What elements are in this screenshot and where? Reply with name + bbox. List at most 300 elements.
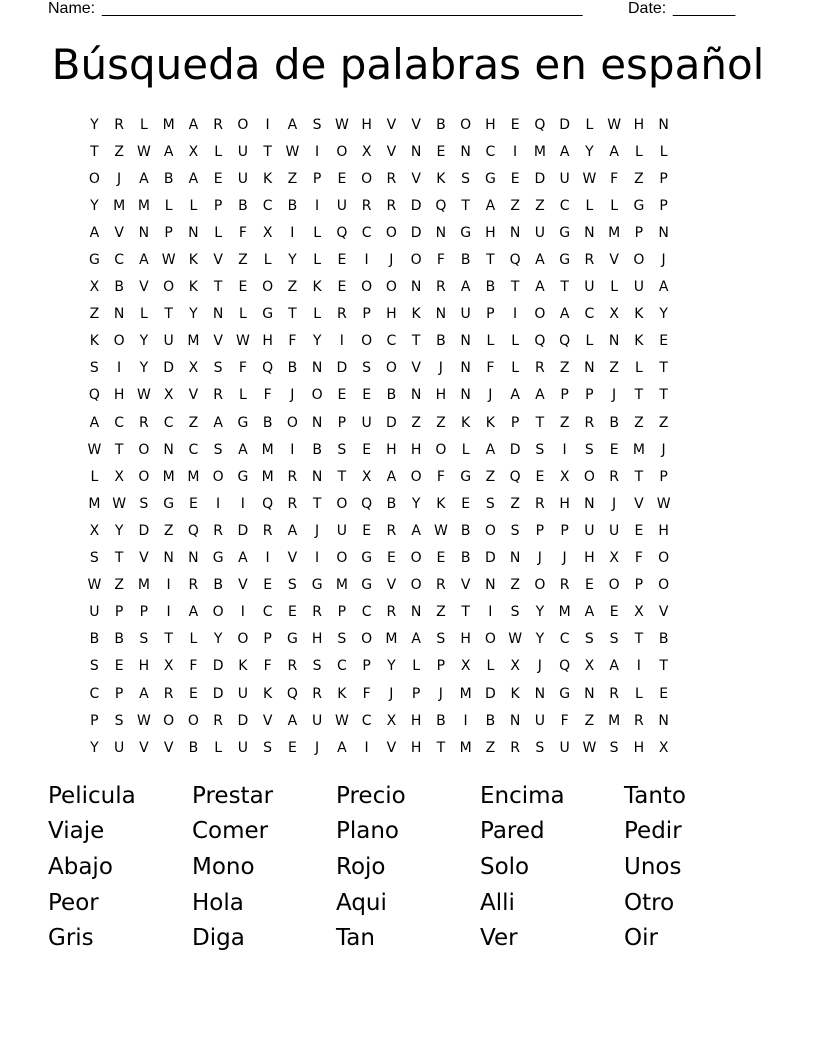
grid-letter[interactable]: R <box>386 197 397 214</box>
grid-letter[interactable]: P <box>362 306 371 323</box>
grid-letter[interactable]: C <box>188 441 199 458</box>
grid-letter[interactable]: S <box>139 631 149 648</box>
grid-letter[interactable]: T <box>288 306 297 323</box>
grid-letter[interactable]: L <box>313 224 322 241</box>
grid-letter[interactable]: S <box>362 360 372 377</box>
grid-letter[interactable]: Z <box>510 197 520 214</box>
grid-letter[interactable]: R <box>213 522 223 539</box>
grid-letter[interactable]: C <box>336 658 347 675</box>
grid-letter[interactable]: I <box>364 252 369 269</box>
grid-letter[interactable]: A <box>89 414 100 431</box>
grid-letter[interactable]: J <box>117 170 122 187</box>
grid-letter[interactable]: S <box>535 739 545 756</box>
grid-letter[interactable]: D <box>484 550 496 567</box>
grid-letter[interactable]: P <box>213 197 223 214</box>
grid-letter[interactable]: X <box>559 468 570 485</box>
grid-letter[interactable]: F <box>238 224 247 241</box>
grid-letter[interactable]: Z <box>287 170 298 187</box>
grid-letter[interactable]: N <box>410 279 422 296</box>
grid-letter[interactable]: U <box>89 604 100 621</box>
grid-letter[interactable]: L <box>585 333 594 350</box>
grid-letter[interactable]: O <box>163 279 175 296</box>
grid-letter[interactable]: X <box>386 712 397 729</box>
grid-letter[interactable]: T <box>659 360 668 377</box>
grid-letter[interactable]: L <box>511 333 520 350</box>
grid-letter[interactable]: H <box>435 387 447 404</box>
grid-letter[interactable]: E <box>263 577 273 594</box>
grid-letter[interactable]: L <box>585 116 594 133</box>
grid-letter[interactable]: V <box>386 739 397 756</box>
grid-letter[interactable]: E <box>287 739 297 756</box>
grid-letter[interactable]: A <box>188 170 199 187</box>
grid-letter[interactable]: A <box>485 441 496 458</box>
grid-letter[interactable]: A <box>238 441 248 458</box>
grid-letter[interactable]: G <box>212 550 224 567</box>
grid-letter[interactable]: H <box>460 631 471 648</box>
grid-letter[interactable]: T <box>263 143 272 160</box>
grid-letter[interactable]: F <box>486 360 495 377</box>
grid-letter[interactable]: R <box>584 414 595 431</box>
grid-letter[interactable]: C <box>584 306 595 323</box>
grid-letter[interactable]: Q <box>262 360 274 377</box>
grid-letter[interactable]: A <box>188 604 199 621</box>
grid-letter[interactable]: C <box>361 224 372 241</box>
grid-letter[interactable]: K <box>461 414 471 431</box>
grid-letter[interactable]: R <box>139 414 149 431</box>
grid-letter[interactable]: G <box>484 170 496 187</box>
grid-letter[interactable]: J <box>315 522 320 539</box>
grid-letter[interactable]: L <box>263 252 272 269</box>
grid-letter[interactable]: E <box>659 685 669 702</box>
grid-letter[interactable]: T <box>560 279 569 296</box>
grid-letter[interactable]: Z <box>436 604 446 621</box>
grid-letter[interactable]: S <box>89 658 99 675</box>
grid-letter[interactable]: T <box>510 279 520 296</box>
grid-letter[interactable]: X <box>89 522 100 539</box>
grid-letter[interactable]: T <box>411 333 421 350</box>
grid-letter[interactable]: P <box>634 577 644 594</box>
grid-letter[interactable]: O <box>212 468 224 485</box>
grid-letter[interactable]: O <box>608 577 620 594</box>
grid-letter[interactable]: N <box>212 306 224 323</box>
grid-letter[interactable]: T <box>634 468 644 485</box>
grid-letter[interactable]: J <box>290 387 295 404</box>
grid-letter[interactable]: E <box>584 577 594 594</box>
grid-letter[interactable]: U <box>237 170 248 187</box>
grid-letter[interactable]: D <box>163 360 175 377</box>
grid-letter[interactable]: L <box>486 658 495 675</box>
grid-letter[interactable]: O <box>262 279 274 296</box>
grid-letter[interactable]: W <box>582 739 597 756</box>
grid-letter[interactable]: F <box>436 252 445 269</box>
grid-letter[interactable]: K <box>263 170 273 187</box>
grid-letter[interactable]: A <box>238 550 248 567</box>
grid-letter[interactable]: L <box>139 306 148 323</box>
grid-letter[interactable]: B <box>485 712 496 729</box>
grid-letter[interactable]: S <box>510 604 520 621</box>
grid-letter[interactable]: U <box>559 739 570 756</box>
grid-letter[interactable]: M <box>632 441 645 458</box>
grid-letter[interactable]: Q <box>435 197 447 214</box>
grid-letter[interactable]: O <box>361 170 373 187</box>
grid-letter[interactable]: H <box>559 495 570 512</box>
grid-letter[interactable]: G <box>361 577 373 594</box>
grid-letter[interactable]: J <box>612 387 617 404</box>
grid-letter[interactable]: U <box>237 143 248 160</box>
grid-letter[interactable]: L <box>634 685 643 702</box>
grid-letter[interactable]: B <box>188 739 199 756</box>
grid-letter[interactable]: Z <box>411 414 421 431</box>
grid-letter[interactable]: L <box>189 631 198 648</box>
grid-letter[interactable]: I <box>216 495 221 512</box>
grid-letter[interactable]: Z <box>114 143 124 160</box>
grid-letter[interactable]: X <box>460 658 471 675</box>
grid-letter[interactable]: X <box>89 279 100 296</box>
grid-letter[interactable]: Y <box>585 143 594 160</box>
grid-letter[interactable]: T <box>164 306 173 323</box>
grid-letter[interactable]: Q <box>262 495 274 512</box>
grid-letter[interactable]: N <box>188 224 199 241</box>
grid-letter[interactable]: E <box>287 604 297 621</box>
grid-letter[interactable]: S <box>263 739 273 756</box>
grid-letter[interactable]: K <box>634 306 644 323</box>
grid-letter[interactable]: N <box>311 360 323 377</box>
grid-letter[interactable]: O <box>410 468 422 485</box>
date-field[interactable]: _______ <box>673 0 736 17</box>
grid-letter[interactable]: B <box>262 414 273 431</box>
grid-letter[interactable]: L <box>214 224 223 241</box>
grid-letter[interactable]: N <box>584 495 595 512</box>
grid-letter[interactable]: P <box>486 306 495 323</box>
grid-letter[interactable]: A <box>609 143 619 160</box>
grid-letter[interactable]: S <box>584 441 594 458</box>
grid-letter[interactable]: O <box>534 577 546 594</box>
grid-letter[interactable]: I <box>265 550 270 567</box>
grid-letter[interactable]: R <box>609 685 619 702</box>
grid-letter[interactable]: C <box>559 197 570 214</box>
grid-letter[interactable]: I <box>240 604 245 621</box>
grid-letter[interactable]: W <box>508 631 523 648</box>
grid-letter[interactable]: Z <box>535 197 545 214</box>
grid-letter[interactable]: O <box>361 631 373 648</box>
grid-letter[interactable]: F <box>189 658 198 675</box>
grid-letter[interactable]: R <box>510 739 520 756</box>
grid-letter[interactable]: B <box>238 197 248 214</box>
grid-letter[interactable]: B <box>436 116 446 133</box>
grid-letter[interactable]: W <box>582 170 597 187</box>
grid-letter[interactable]: N <box>163 441 174 458</box>
grid-letter[interactable]: L <box>461 441 470 458</box>
grid-letter[interactable]: O <box>163 712 175 729</box>
grid-letter[interactable]: I <box>364 739 369 756</box>
grid-letter[interactable]: X <box>163 387 174 404</box>
grid-letter[interactable]: T <box>114 441 124 458</box>
grid-letter[interactable]: P <box>337 604 347 621</box>
grid-letter[interactable]: S <box>213 360 223 377</box>
grid-letter[interactable]: J <box>389 252 394 269</box>
grid-letter[interactable]: Z <box>559 360 570 377</box>
grid-letter[interactable]: O <box>658 550 670 567</box>
grid-letter[interactable]: Y <box>288 252 297 269</box>
grid-letter[interactable]: D <box>534 170 546 187</box>
grid-letter[interactable]: Q <box>88 387 100 404</box>
grid-letter[interactable]: B <box>460 522 471 539</box>
grid-letter[interactable]: L <box>164 197 173 214</box>
grid-letter[interactable]: X <box>114 468 124 485</box>
grid-letter[interactable]: I <box>117 360 122 377</box>
grid-letter[interactable]: F <box>610 170 619 187</box>
grid-letter[interactable]: A <box>535 279 545 296</box>
grid-letter[interactable]: O <box>361 333 373 350</box>
grid-letter[interactable]: O <box>484 522 496 539</box>
grid-letter[interactable]: X <box>188 143 199 160</box>
grid-letter[interactable]: R <box>312 604 322 621</box>
grid-letter[interactable]: W <box>136 712 151 729</box>
grid-letter[interactable]: Q <box>336 224 348 241</box>
grid-letter[interactable]: J <box>438 685 443 702</box>
grid-letter[interactable]: E <box>659 333 669 350</box>
grid-letter[interactable]: Y <box>189 306 198 323</box>
grid-letter[interactable]: L <box>214 739 223 756</box>
grid-letter[interactable]: O <box>237 116 249 133</box>
grid-letter[interactable]: P <box>411 685 421 702</box>
grid-letter[interactable]: O <box>633 252 645 269</box>
grid-letter[interactable]: A <box>139 685 149 702</box>
grid-letter[interactable]: D <box>410 224 422 241</box>
grid-letter[interactable]: L <box>313 306 322 323</box>
grid-letter[interactable]: U <box>114 739 125 756</box>
grid-letter[interactable]: M <box>261 468 274 485</box>
grid-letter[interactable]: Y <box>139 360 149 377</box>
grid-letter[interactable]: L <box>585 197 594 214</box>
grid-letter[interactable]: V <box>386 143 397 160</box>
grid-letter[interactable]: T <box>114 550 124 567</box>
grid-letter[interactable]: A <box>89 224 100 241</box>
grid-letter[interactable]: N <box>509 712 521 729</box>
grid-letter[interactable]: Q <box>559 658 571 675</box>
grid-letter[interactable]: I <box>463 712 468 729</box>
grid-letter[interactable]: F <box>263 387 272 404</box>
grid-letter[interactable]: A <box>559 143 570 160</box>
grid-letter[interactable]: T <box>337 468 347 485</box>
grid-letter[interactable]: U <box>534 712 545 729</box>
grid-letter[interactable]: O <box>336 550 348 567</box>
grid-letter[interactable]: C <box>386 333 397 350</box>
grid-letter[interactable]: R <box>188 577 199 594</box>
grid-letter[interactable]: Y <box>535 631 545 648</box>
grid-letter[interactable]: X <box>188 360 199 377</box>
grid-letter[interactable]: A <box>163 143 174 160</box>
grid-letter[interactable]: L <box>486 333 495 350</box>
grid-letter[interactable]: P <box>263 631 272 648</box>
grid-letter[interactable]: H <box>410 712 422 729</box>
grid-letter[interactable]: B <box>386 387 397 404</box>
grid-letter[interactable]: E <box>238 279 248 296</box>
grid-letter[interactable]: R <box>213 116 223 133</box>
grid-letter[interactable]: N <box>658 712 669 729</box>
grid-letter[interactable]: W <box>334 116 349 133</box>
grid-letter[interactable]: W <box>235 333 250 350</box>
grid-letter[interactable]: A <box>658 279 669 296</box>
grid-letter[interactable]: G <box>311 577 323 594</box>
grid-letter[interactable]: Z <box>485 739 496 756</box>
grid-letter[interactable]: E <box>609 441 619 458</box>
grid-letter[interactable]: U <box>584 522 595 539</box>
grid-letter[interactable]: N <box>138 224 150 241</box>
grid-letter[interactable]: J <box>562 550 567 567</box>
grid-letter[interactable]: P <box>362 658 371 675</box>
grid-letter[interactable]: C <box>559 631 570 648</box>
grid-letter[interactable]: S <box>114 712 124 729</box>
grid-letter[interactable]: O <box>385 224 397 241</box>
grid-letter[interactable]: K <box>188 252 198 269</box>
grid-letter[interactable]: Z <box>658 414 669 431</box>
grid-letter[interactable]: B <box>658 631 669 648</box>
grid-letter[interactable]: A <box>287 712 298 729</box>
grid-letter[interactable]: P <box>90 712 99 729</box>
grid-letter[interactable]: O <box>138 441 150 458</box>
grid-letter[interactable]: R <box>287 495 298 512</box>
grid-letter[interactable]: B <box>312 441 322 458</box>
grid-letter[interactable]: F <box>436 468 445 485</box>
grid-letter[interactable]: U <box>633 279 644 296</box>
grid-letter[interactable]: N <box>113 306 125 323</box>
grid-letter[interactable]: G <box>559 252 571 269</box>
grid-letter[interactable]: J <box>537 658 542 675</box>
grid-letter[interactable]: H <box>410 739 422 756</box>
grid-letter[interactable]: A <box>535 387 545 404</box>
grid-letter[interactable]: O <box>410 252 422 269</box>
grid-letter[interactable]: Q <box>509 468 521 485</box>
grid-letter[interactable]: R <box>262 522 273 539</box>
grid-letter[interactable]: O <box>534 306 546 323</box>
grid-letter[interactable]: A <box>213 414 223 431</box>
grid-letter[interactable]: D <box>559 116 571 133</box>
grid-letter[interactable]: W <box>334 712 349 729</box>
grid-letter[interactable]: A <box>510 387 520 404</box>
grid-letter[interactable]: A <box>287 116 298 133</box>
grid-letter[interactable]: P <box>164 224 173 241</box>
grid-letter[interactable]: E <box>337 252 347 269</box>
grid-letter[interactable]: O <box>336 495 348 512</box>
grid-letter[interactable]: L <box>238 387 247 404</box>
grid-letter[interactable]: B <box>386 495 397 512</box>
grid-letter[interactable]: O <box>435 441 447 458</box>
grid-letter[interactable]: W <box>285 143 300 160</box>
grid-letter[interactable]: P <box>510 414 520 431</box>
grid-letter[interactable]: R <box>386 604 397 621</box>
grid-letter[interactable]: I <box>290 224 295 241</box>
grid-letter[interactable]: V <box>634 495 644 512</box>
grid-letter[interactable]: O <box>385 279 397 296</box>
grid-letter[interactable]: A <box>460 279 471 296</box>
grid-letter[interactable]: K <box>312 279 322 296</box>
grid-letter[interactable]: W <box>161 252 176 269</box>
grid-letter[interactable]: I <box>562 441 567 458</box>
grid-letter[interactable]: K <box>485 414 495 431</box>
grid-letter[interactable]: G <box>460 224 472 241</box>
grid-letter[interactable]: W <box>607 116 622 133</box>
grid-letter[interactable]: B <box>114 279 124 296</box>
grid-letter[interactable]: R <box>386 170 397 187</box>
grid-letter[interactable]: N <box>509 550 521 567</box>
grid-letter[interactable]: D <box>410 197 422 214</box>
grid-letter[interactable]: Q <box>534 333 546 350</box>
grid-letter[interactable]: V <box>213 333 223 350</box>
grid-letter[interactable]: N <box>534 685 546 702</box>
grid-letter[interactable]: W <box>87 577 102 594</box>
grid-letter[interactable]: C <box>361 604 372 621</box>
grid-letter[interactable]: U <box>336 522 347 539</box>
grid-letter[interactable]: K <box>89 333 99 350</box>
grid-letter[interactable]: C <box>361 712 372 729</box>
grid-letter[interactable]: A <box>139 170 149 187</box>
grid-letter[interactable]: V <box>609 252 619 269</box>
grid-letter[interactable]: N <box>311 468 323 485</box>
grid-letter[interactable]: J <box>537 550 542 567</box>
grid-letter[interactable]: Z <box>238 252 248 269</box>
grid-letter[interactable]: Y <box>535 604 545 621</box>
grid-letter[interactable]: O <box>311 387 323 404</box>
grid-letter[interactable]: S <box>609 631 619 648</box>
grid-letter[interactable]: R <box>361 197 372 214</box>
grid-letter[interactable]: D <box>138 522 150 539</box>
grid-letter[interactable]: F <box>238 360 247 377</box>
grid-letter[interactable]: X <box>262 224 273 241</box>
grid-letter[interactable]: R <box>287 658 298 675</box>
grid-letter[interactable]: N <box>509 224 521 241</box>
grid-letter[interactable]: K <box>634 333 644 350</box>
grid-letter[interactable]: I <box>315 550 320 567</box>
grid-letter[interactable]: V <box>163 739 174 756</box>
grid-letter[interactable]: L <box>189 197 198 214</box>
grid-letter[interactable]: P <box>535 522 545 539</box>
grid-letter[interactable]: H <box>485 224 496 241</box>
grid-letter[interactable]: X <box>609 306 619 323</box>
grid-letter[interactable]: S <box>213 441 223 458</box>
grid-letter[interactable]: Y <box>312 333 322 350</box>
grid-letter[interactable]: J <box>315 739 320 756</box>
grid-letter[interactable]: N <box>460 387 471 404</box>
grid-letter[interactable]: W <box>433 522 448 539</box>
grid-letter[interactable]: A <box>287 522 298 539</box>
grid-letter[interactable]: V <box>213 252 223 269</box>
grid-letter[interactable]: O <box>583 468 595 485</box>
grid-letter[interactable]: F <box>362 685 371 702</box>
grid-letter[interactable]: Z <box>188 414 199 431</box>
grid-letter[interactable]: M <box>88 495 101 512</box>
grid-letter[interactable]: N <box>460 360 471 377</box>
grid-letter[interactable]: I <box>513 306 518 323</box>
grid-letter[interactable]: P <box>659 197 668 214</box>
grid-letter[interactable]: G <box>262 306 274 323</box>
grid-letter[interactable]: N <box>163 550 174 567</box>
grid-letter[interactable]: J <box>612 495 617 512</box>
grid-letter[interactable]: G <box>559 224 571 241</box>
grid-letter[interactable]: U <box>534 224 545 241</box>
grid-letter[interactable]: Z <box>584 712 595 729</box>
grid-letter[interactable]: O <box>460 116 472 133</box>
grid-letter[interactable]: L <box>659 143 668 160</box>
grid-letter[interactable]: X <box>658 739 669 756</box>
grid-letter[interactable]: D <box>385 414 397 431</box>
grid-letter[interactable]: P <box>114 604 124 621</box>
grid-letter[interactable]: I <box>240 495 245 512</box>
grid-letter[interactable]: Z <box>163 522 174 539</box>
grid-letter[interactable]: S <box>337 441 347 458</box>
grid-letter[interactable]: B <box>213 577 223 594</box>
grid-letter[interactable]: R <box>312 685 322 702</box>
